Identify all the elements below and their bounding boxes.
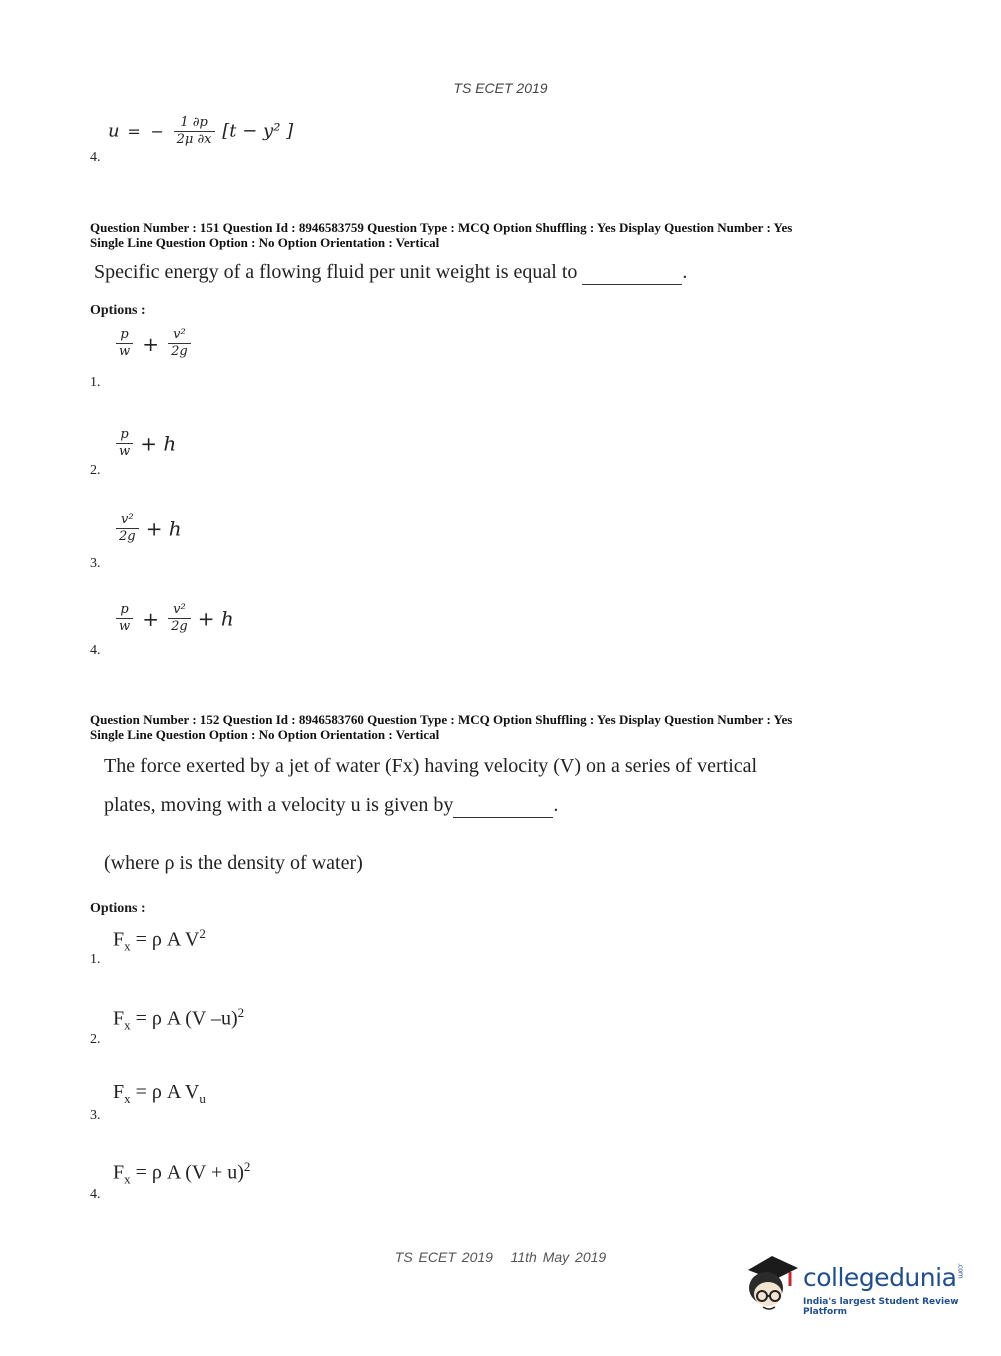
- option-formula: $F_x = \rho$ A $(V + u)^2$: [113, 1159, 251, 1187]
- option-formula: $\frac{\text{v²}}{2g}$ + h: [114, 513, 182, 544]
- prev-option-formula: u = − $\frac{1 \partial p}{2\mu \partial x}$ [t − y² ]: [108, 115, 294, 147]
- question-text: Specific energy of a flowing fluid per unit weight is equal to .: [94, 261, 688, 283]
- page-footer: TS ECET 2019 11th May 2019: [394, 1249, 607, 1265]
- option-formula: $F_x = \rho$ A $V^2$: [113, 926, 206, 954]
- answer-blank: [582, 261, 682, 285]
- option-number: 1.: [90, 375, 101, 390]
- question-meta: Question Number : 151 Question Id : 8946583759 Question Type : MCQ Option Shuffling : Yes Display Question Number : Yes Single Line Question Option : No Option Orientation : Vertical: [90, 220, 793, 250]
- option-formula: $\frac{p}{w}$ + $\frac{\text{v²}}{2g}$: [114, 328, 193, 359]
- brand-tagline: India's largest Student Review Platform: [803, 1297, 959, 1317]
- options-label: Options :: [90, 901, 146, 916]
- fraction: $\frac{1 \partial p}{2\mu \partial x}$: [174, 116, 215, 147]
- option-number: 4.: [90, 150, 101, 165]
- options-label: Options :: [90, 303, 146, 318]
- question-text-line: The force exerted by a jet of water (Fx) having velocity (V) on a series of vertical: [104, 755, 758, 777]
- answer-blank: [453, 794, 553, 818]
- question-meta: Question Number : 152 Question Id : 8946583760 Question Type : MCQ Option Shuffling : Yes Display Question Number : Yes Single Line Question Option : No Option Orientation : Vertical: [90, 712, 793, 742]
- option-formula: $F_x = \rho$ A (V –u)$^2$: [113, 1005, 245, 1033]
- option-formula: $\frac{p}{w}$ + $\frac{\text{v²}}{2g}$ + h: [114, 603, 234, 634]
- option-number: 4.: [90, 643, 101, 658]
- brand-name: collegedunia.com: [803, 1263, 965, 1292]
- option-number: 3.: [90, 1108, 101, 1123]
- option-formula: $F_x = \rho$ A $V_u$: [113, 1081, 206, 1106]
- option-number: 4.: [90, 1187, 101, 1202]
- question-text-line: plates, moving with a velocity u is given by .: [104, 794, 559, 816]
- option-number: 2.: [90, 463, 101, 478]
- option-number: 2.: [90, 1032, 101, 1047]
- option-number: 1.: [90, 952, 101, 967]
- question-note: (where ρ is the density of water): [104, 852, 363, 874]
- page-header: TS ECET 2019: [453, 80, 548, 96]
- option-number: 3.: [90, 556, 101, 571]
- collegedunia-mascot-icon: [742, 1250, 802, 1320]
- option-formula: $\frac{p}{w}$ + h: [114, 428, 176, 459]
